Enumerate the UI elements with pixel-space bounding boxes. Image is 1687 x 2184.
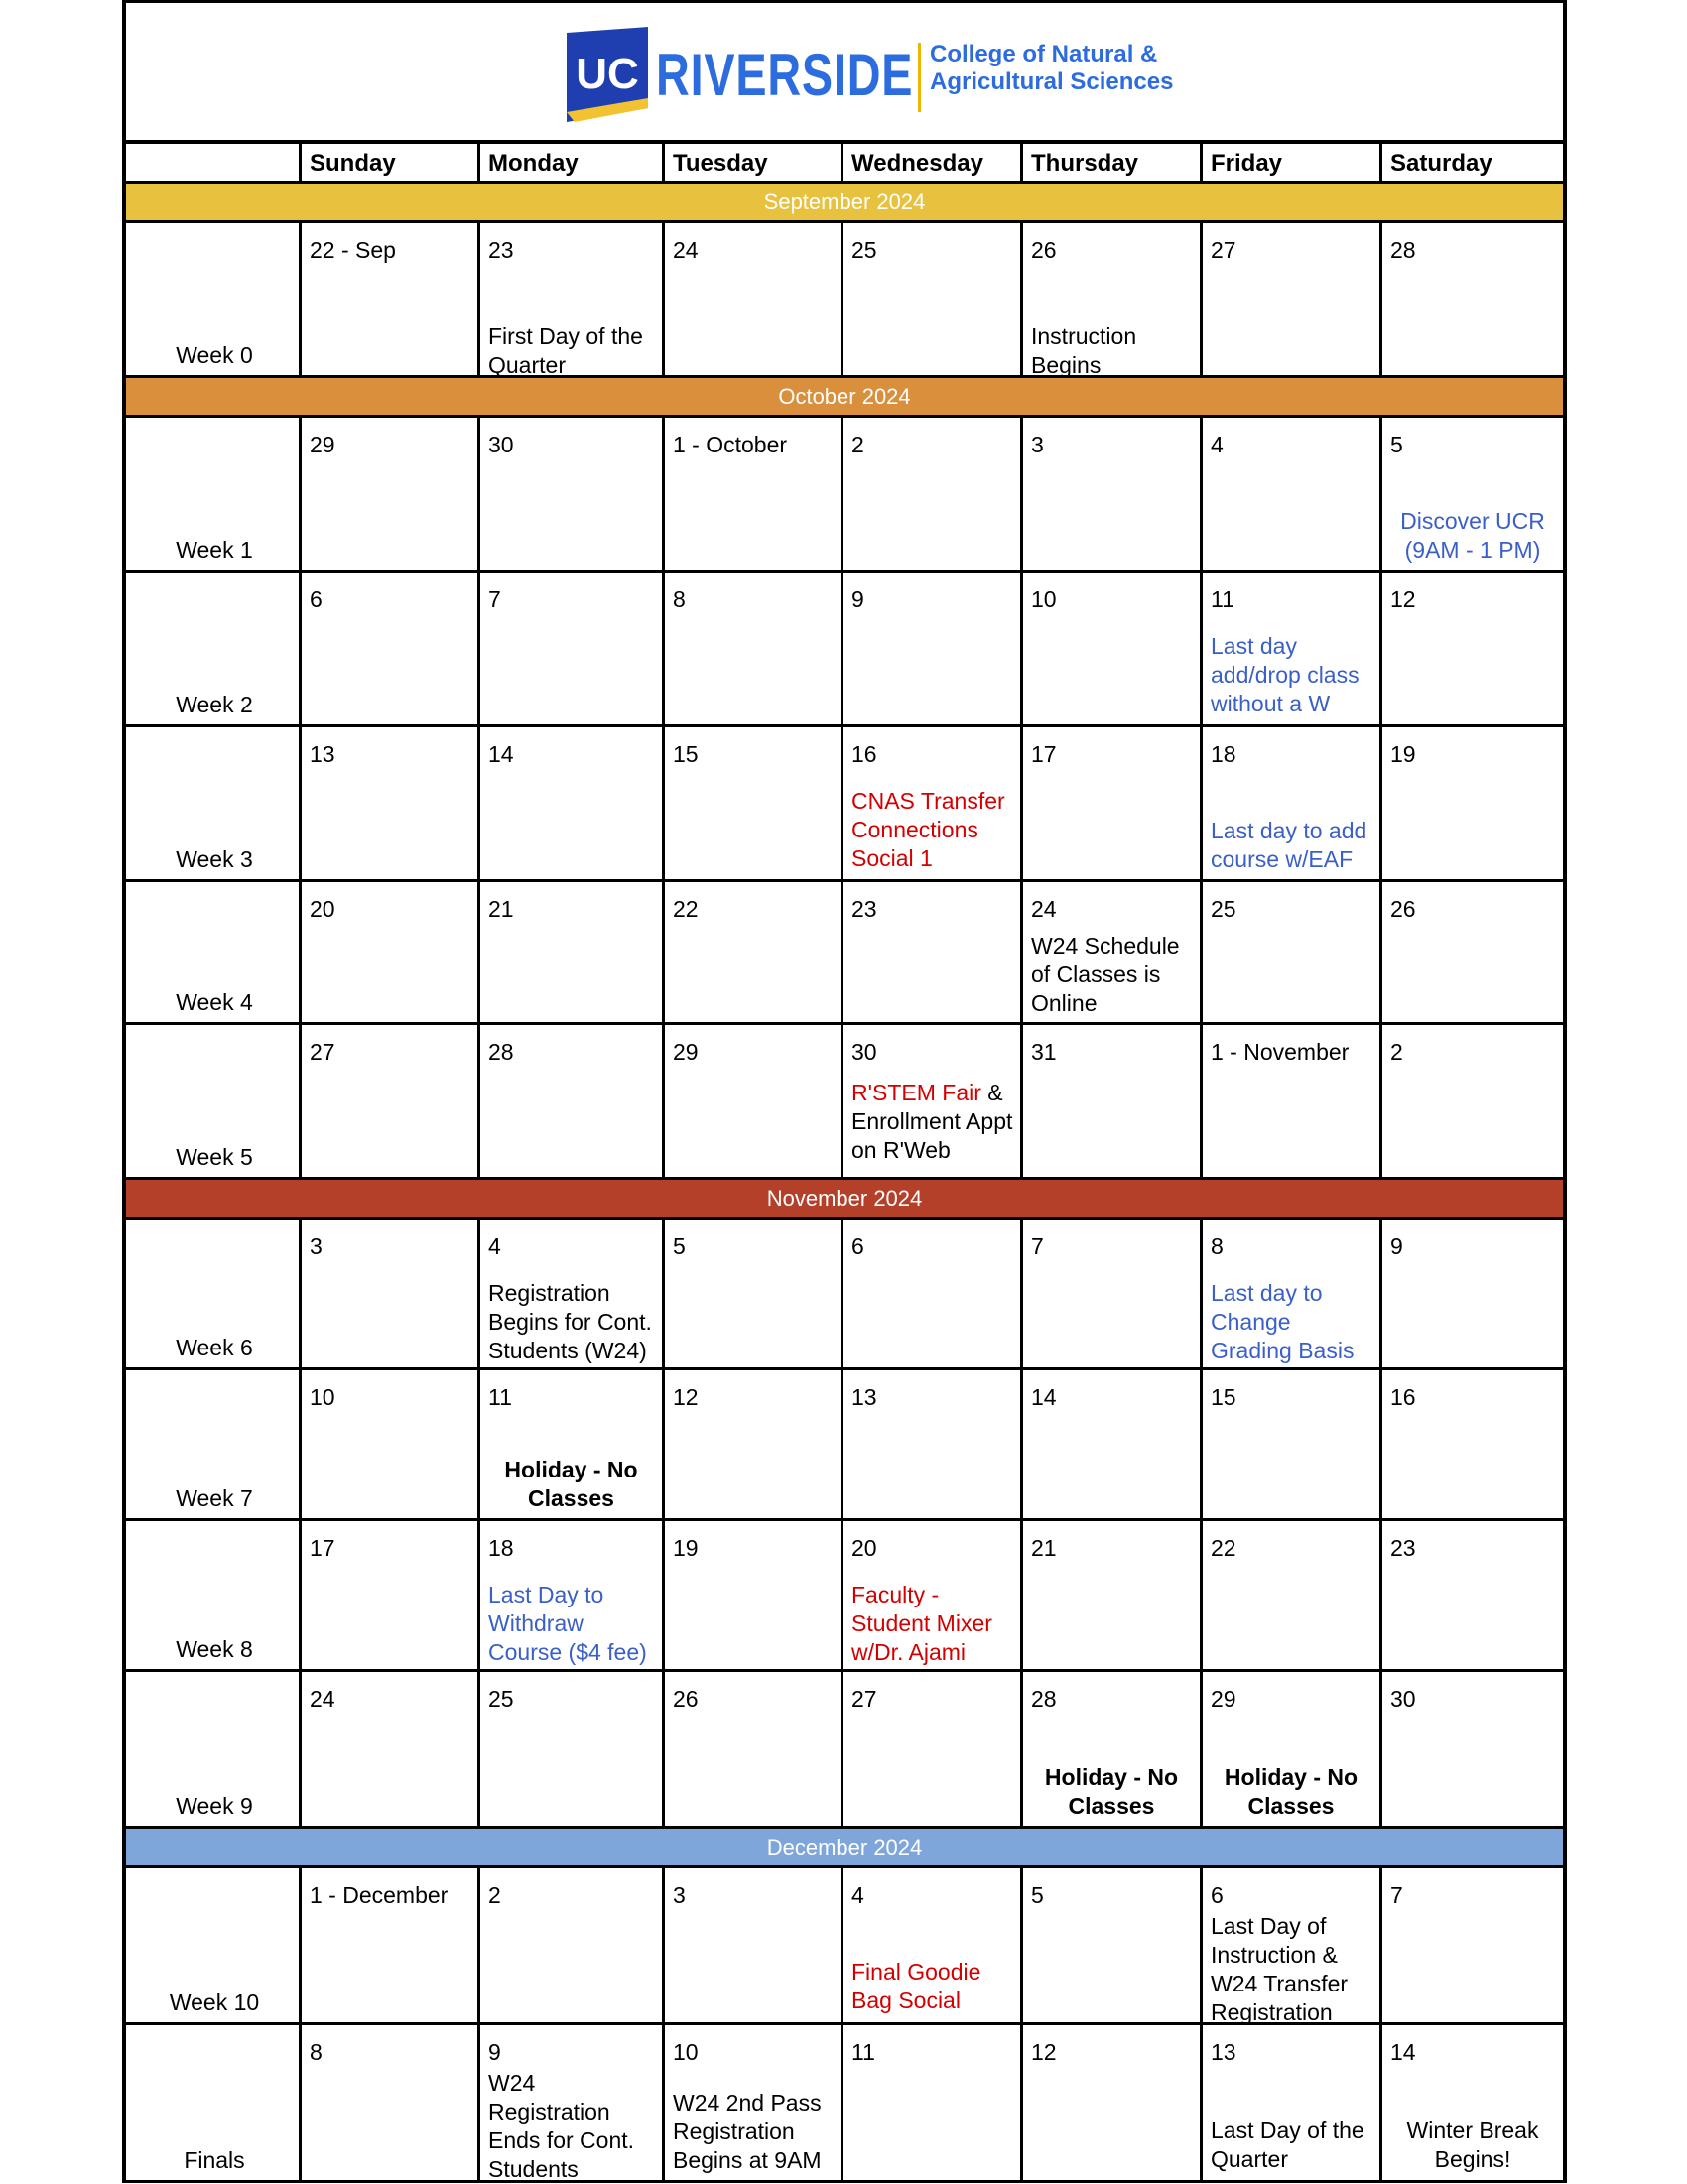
- day-cell-wednesday: [841, 573, 1020, 727]
- event-label: Holiday - No Classes: [1044, 1764, 1179, 1819]
- week-label-cell: [122, 418, 299, 573]
- day-cell-wednesday: [841, 1025, 1020, 1180]
- day-cell-friday: [1200, 1868, 1379, 2025]
- day-number: 7: [1390, 1882, 1403, 1908]
- day-number: 25: [488, 1686, 514, 1712]
- day-number: 11: [488, 1384, 512, 1410]
- day-cell-friday: [1200, 573, 1379, 727]
- day-number: 20: [851, 1535, 877, 1561]
- day-cell-wednesday: [841, 418, 1020, 573]
- day-number: 11: [851, 2039, 875, 2065]
- weekday-header-sunday: [299, 144, 477, 184]
- day-number: 23: [488, 237, 514, 263]
- day-number: 4: [851, 1882, 864, 1908]
- event-label: CNAS Transfer Connections Social 1: [851, 788, 1005, 871]
- event-label: W24 Registration Ends for Cont. Students: [488, 2070, 635, 2182]
- day-number: 28: [488, 1039, 514, 1065]
- week-row: [122, 882, 1567, 1025]
- day-cell-saturday: [1379, 1025, 1567, 1180]
- day-number: 9: [851, 586, 864, 612]
- day-number: 17: [310, 1535, 335, 1561]
- day-cell-saturday: [1379, 1220, 1567, 1370]
- day-number: 3: [1031, 432, 1044, 457]
- day-cell-sunday: [299, 2025, 477, 2183]
- event-label: Discover UCR (9AM - 1 PM): [1400, 508, 1545, 563]
- day-cell-tuesday: [662, 418, 841, 573]
- day-number: 1 - November: [1211, 1039, 1350, 1065]
- week-label: Week 6: [176, 1335, 253, 1360]
- weekday-header-row: [122, 140, 1567, 184]
- day-cell-thursday: [1020, 727, 1200, 882]
- event-label: W24 2nd Pass Registration Begins at 9AM: [673, 2090, 822, 2173]
- weekday-label: Tuesday: [673, 150, 768, 177]
- day-cell-thursday: [1020, 1672, 1200, 1829]
- month-band-october: [122, 378, 1567, 418]
- day-cell-thursday: [1020, 223, 1200, 378]
- weekday-label: Thursday: [1031, 150, 1139, 177]
- day-cell-thursday: [1020, 882, 1200, 1025]
- day-cell-friday: [1200, 2025, 1379, 2183]
- day-cell-sunday: [299, 1025, 477, 1180]
- week-row: [122, 2025, 1567, 2183]
- day-cell-tuesday: [662, 882, 841, 1025]
- day-number: 17: [1031, 741, 1057, 767]
- month-label: November 2024: [766, 1186, 923, 1211]
- weekday-header-thursday: [1020, 144, 1200, 184]
- month-label: September 2024: [763, 190, 926, 214]
- day-cell-tuesday: [662, 1370, 841, 1521]
- weekday-label: Saturday: [1390, 150, 1492, 177]
- day-number: 25: [851, 237, 877, 263]
- day-number: 30: [488, 432, 514, 457]
- day-cell-monday: [477, 418, 662, 573]
- day-cell-sunday: [299, 1868, 477, 2025]
- day-number: 30: [1390, 1686, 1416, 1712]
- day-cell-tuesday: [662, 727, 841, 882]
- day-number: 4: [1211, 432, 1224, 457]
- day-cell-tuesday: [662, 1025, 841, 1180]
- day-number: 29: [673, 1039, 699, 1065]
- day-cell-monday: [477, 1672, 662, 1829]
- day-cell-tuesday: [662, 223, 841, 378]
- day-cell-monday: [477, 1521, 662, 1672]
- day-number: 12: [1031, 2039, 1057, 2065]
- day-number: 24: [310, 1686, 335, 1712]
- week-label: Week 5: [176, 1144, 253, 1170]
- event-label: Last day to Change Grading Basis: [1211, 1280, 1355, 1363]
- event-label: Last Day of the Quarter: [1211, 2118, 1364, 2172]
- day-cell-sunday: [299, 727, 477, 882]
- day-cell-sunday: [299, 573, 477, 727]
- day-number: 19: [1390, 741, 1416, 767]
- event-label: First Day of the Quarter: [488, 323, 643, 378]
- day-cell-wednesday: [841, 223, 1020, 378]
- logo-college-line1: College of Natural &: [930, 41, 1158, 67]
- day-number: 13: [1211, 2039, 1236, 2065]
- day-cell-saturday: [1379, 1868, 1567, 2025]
- day-cell-monday: [477, 1220, 662, 1370]
- weekday-label: Sunday: [310, 150, 396, 177]
- event-text: & Enrollment Appt on R'Web: [851, 1080, 1013, 1163]
- day-cell-friday: [1200, 1220, 1379, 1370]
- event-label: Faculty - Student Mixer w/Dr. Ajami: [851, 1582, 992, 1665]
- week-row: [122, 573, 1567, 727]
- day-number: 19: [673, 1535, 699, 1561]
- logo-divider: [918, 43, 921, 112]
- week-row: [122, 1370, 1567, 1521]
- day-cell-wednesday: [841, 1868, 1020, 2025]
- day-number: 31: [1031, 1039, 1057, 1065]
- day-number: 2: [1390, 1039, 1403, 1065]
- day-cell-thursday: [1020, 573, 1200, 727]
- day-cell-saturday: [1379, 2025, 1567, 2183]
- logo-riverside-text: RIVERSIDE: [656, 42, 914, 108]
- month-label: October 2024: [778, 384, 911, 409]
- day-number: 26: [1390, 896, 1416, 922]
- day-number: 13: [310, 741, 335, 767]
- day-cell-tuesday: [662, 1672, 841, 1829]
- day-cell-sunday: [299, 418, 477, 573]
- day-number: 27: [851, 1686, 877, 1712]
- month-band-december: [122, 1829, 1567, 1868]
- day-cell-saturday: [1379, 882, 1567, 1025]
- day-number: 22: [1211, 1535, 1236, 1561]
- weekday-label: Monday: [488, 150, 579, 177]
- day-number: 10: [310, 1384, 335, 1410]
- day-number: 28: [1031, 1686, 1057, 1712]
- day-number: 6: [851, 1233, 864, 1259]
- week-label-cell: [122, 1868, 299, 2025]
- day-cell-saturday: [1379, 1521, 1567, 1672]
- day-number: 27: [310, 1039, 335, 1065]
- day-cell-saturday: [1379, 1370, 1567, 1521]
- week-row: [122, 223, 1567, 378]
- week-label-cell: [122, 1220, 299, 1370]
- day-cell-wednesday: [841, 727, 1020, 882]
- day-cell-thursday: [1020, 1521, 1200, 1672]
- day-number: 26: [673, 1686, 699, 1712]
- day-number: 22: [673, 896, 699, 922]
- week-label: Week 0: [176, 342, 253, 368]
- day-cell-thursday: [1020, 1868, 1200, 2025]
- weekday-header-tuesday: [662, 144, 841, 184]
- day-cell-friday: [1200, 1521, 1379, 1672]
- day-number: 6: [1211, 1882, 1224, 1908]
- day-number: 9: [1390, 1233, 1403, 1259]
- day-number: 18: [488, 1535, 514, 1561]
- day-cell-saturday: [1379, 418, 1567, 573]
- event-label: Last day to add course w/EAF: [1211, 818, 1367, 872]
- day-number: 14: [488, 741, 514, 767]
- day-cell-wednesday: [841, 2025, 1020, 2183]
- day-number: 14: [1031, 1384, 1057, 1410]
- day-cell-thursday: [1020, 1220, 1200, 1370]
- day-cell-tuesday: [662, 573, 841, 727]
- day-cell-friday: [1200, 727, 1379, 882]
- weekday-header-blank: [122, 144, 299, 184]
- day-number: 25: [1211, 896, 1236, 922]
- day-cell-wednesday: [841, 1521, 1020, 1672]
- week-label: Week 7: [176, 1485, 253, 1511]
- day-cell-sunday: [299, 882, 477, 1025]
- day-cell-monday: [477, 882, 662, 1025]
- weekday-label: Wednesday: [851, 150, 983, 177]
- week-row: [122, 1868, 1567, 2025]
- month-band-september: [122, 184, 1567, 223]
- week-label-cell: [122, 1025, 299, 1180]
- day-number: 29: [1211, 1686, 1236, 1712]
- week-label-cell: [122, 1521, 299, 1672]
- day-cell-monday: [477, 1370, 662, 1521]
- day-number: 9: [488, 2039, 501, 2065]
- day-number: 24: [673, 237, 699, 263]
- day-cell-sunday: [299, 223, 477, 378]
- day-cell-friday: [1200, 1370, 1379, 1521]
- day-cell-sunday: [299, 1220, 477, 1370]
- week-label-cell: [122, 882, 299, 1025]
- day-cell-monday: [477, 2025, 662, 2183]
- event-label: Last day add/drop class without a W: [1211, 633, 1360, 716]
- logo-college-text: [930, 41, 1173, 96]
- day-number: 27: [1211, 237, 1236, 263]
- day-number: 5: [1031, 1882, 1044, 1908]
- event-highlight: R'STEM Fair: [851, 1080, 981, 1105]
- day-cell-monday: [477, 573, 662, 727]
- day-number: 1 - December: [310, 1882, 449, 1908]
- day-cell-tuesday: [662, 1521, 841, 1672]
- day-number: 7: [1031, 1233, 1044, 1259]
- day-number: 12: [673, 1384, 699, 1410]
- week-label-cell: [122, 2025, 299, 2183]
- day-number: 21: [488, 896, 514, 922]
- week-row: [122, 418, 1567, 573]
- day-cell-friday: [1200, 418, 1379, 573]
- week-label-cell: [122, 573, 299, 727]
- day-number: 10: [673, 2039, 699, 2065]
- day-cell-saturday: [1379, 223, 1567, 378]
- day-cell-wednesday: [841, 882, 1020, 1025]
- event-label: [851, 1079, 1016, 1165]
- week-label: Week 10: [169, 1990, 260, 2015]
- event-label: Final Goodie Bag Social: [851, 1959, 981, 2013]
- month-label: December 2024: [766, 1835, 923, 1860]
- day-cell-monday: [477, 223, 662, 378]
- day-number: 28: [1390, 237, 1416, 263]
- day-cell-wednesday: [841, 1672, 1020, 1829]
- week-row: [122, 1220, 1567, 1370]
- event-label: Last Day of Instruction & W24 Transfer Registration: [1211, 1913, 1349, 2025]
- event-label: Holiday - No Classes: [1224, 1764, 1359, 1819]
- day-number: 21: [1031, 1535, 1057, 1561]
- week-label-cell: [122, 223, 299, 378]
- day-number: 20: [310, 896, 335, 922]
- weekday-header-friday: [1200, 144, 1379, 184]
- day-cell-tuesday: [662, 1868, 841, 2025]
- day-number: 13: [851, 1384, 877, 1410]
- day-number: 6: [310, 586, 323, 612]
- week-row: [122, 1521, 1567, 1672]
- week-row: [122, 1025, 1567, 1180]
- weekday-label: Friday: [1211, 150, 1283, 177]
- month-band-november: [122, 1180, 1567, 1220]
- day-cell-saturday: [1379, 1672, 1567, 1829]
- day-cell-friday: [1200, 882, 1379, 1025]
- day-number: 14: [1390, 2039, 1416, 2065]
- day-number: 23: [1390, 1535, 1416, 1561]
- day-number: 8: [673, 586, 686, 612]
- logo-uc-text: UC: [576, 50, 639, 98]
- day-number: 15: [1211, 1384, 1236, 1410]
- day-number: 5: [673, 1233, 686, 1259]
- day-cell-saturday: [1379, 727, 1567, 882]
- event-label: W24 Schedule of Classes is Online: [1031, 933, 1180, 1016]
- day-number: 15: [673, 741, 699, 767]
- event-label: Holiday - No Classes: [504, 1457, 638, 1511]
- day-number: 5: [1390, 432, 1403, 457]
- logo-college-line2: Agricultural Sciences: [930, 68, 1174, 95]
- day-cell-friday: [1200, 1672, 1379, 1829]
- week-label: Week 4: [176, 989, 253, 1015]
- day-number: 2: [488, 1882, 501, 1908]
- day-cell-monday: [477, 727, 662, 882]
- day-cell-tuesday: [662, 2025, 841, 2183]
- day-cell-friday: [1200, 223, 1379, 378]
- week-label: Week 1: [176, 537, 253, 563]
- weekday-header-saturday: [1379, 144, 1567, 184]
- uc-logo-icon: [567, 27, 648, 122]
- day-number: 4: [488, 1233, 501, 1259]
- week-row: [122, 727, 1567, 882]
- day-cell-wednesday: [841, 1220, 1020, 1370]
- event-label: Registration Begins for Cont. Students (W24): [488, 1280, 652, 1363]
- week-label: Week 3: [176, 846, 253, 872]
- day-cell-thursday: [1020, 1370, 1200, 1521]
- calendar-header: [126, 3, 1563, 140]
- day-number: 23: [851, 896, 877, 922]
- day-cell-thursday: [1020, 418, 1200, 573]
- week-label: Week 9: [176, 1793, 253, 1819]
- day-number: 29: [310, 432, 335, 457]
- day-number: 1 - October: [673, 432, 788, 457]
- day-number: 22 - Sep: [310, 237, 396, 263]
- day-cell-tuesday: [662, 1220, 841, 1370]
- day-number: 18: [1211, 741, 1236, 767]
- day-cell-thursday: [1020, 2025, 1200, 2183]
- day-cell-monday: [477, 1025, 662, 1180]
- day-cell-wednesday: [841, 1370, 1020, 1521]
- week-label-cell: [122, 727, 299, 882]
- week-label: Finals: [184, 2147, 245, 2173]
- day-number: 10: [1031, 586, 1057, 612]
- day-number: 24: [1031, 896, 1057, 922]
- day-number: 7: [488, 586, 501, 612]
- day-number: 26: [1031, 237, 1057, 263]
- weekday-header-wednesday: [841, 144, 1020, 184]
- week-label-cell: [122, 1672, 299, 1829]
- day-number: 3: [673, 1882, 686, 1908]
- day-number: 11: [1211, 586, 1234, 612]
- day-number: 30: [851, 1039, 877, 1065]
- day-number: 3: [310, 1233, 323, 1259]
- day-number: 2: [851, 432, 864, 457]
- day-number: 16: [851, 741, 877, 767]
- week-label-cell: [122, 1370, 299, 1521]
- day-number: 8: [310, 2039, 323, 2065]
- event-label: Instruction Begins: [1031, 323, 1137, 378]
- week-row: [122, 1672, 1567, 1829]
- day-number: 16: [1390, 1384, 1416, 1410]
- day-cell-sunday: [299, 1672, 477, 1829]
- week-label: Week 8: [176, 1636, 253, 1662]
- week-label: Week 2: [176, 692, 253, 717]
- day-cell-saturday: [1379, 573, 1567, 727]
- day-cell-sunday: [299, 1521, 477, 1672]
- weekday-header-monday: [477, 144, 662, 184]
- day-cell-sunday: [299, 1370, 477, 1521]
- day-number: 8: [1211, 1233, 1224, 1259]
- event-label: Last Day to Withdraw Course ($4 fee): [488, 1582, 647, 1665]
- day-cell-friday: [1200, 1025, 1379, 1180]
- day-cell-monday: [477, 1868, 662, 2025]
- event-label: Winter Break Begins!: [1406, 2118, 1539, 2172]
- day-number: 12: [1390, 586, 1416, 612]
- day-cell-thursday: [1020, 1025, 1200, 1180]
